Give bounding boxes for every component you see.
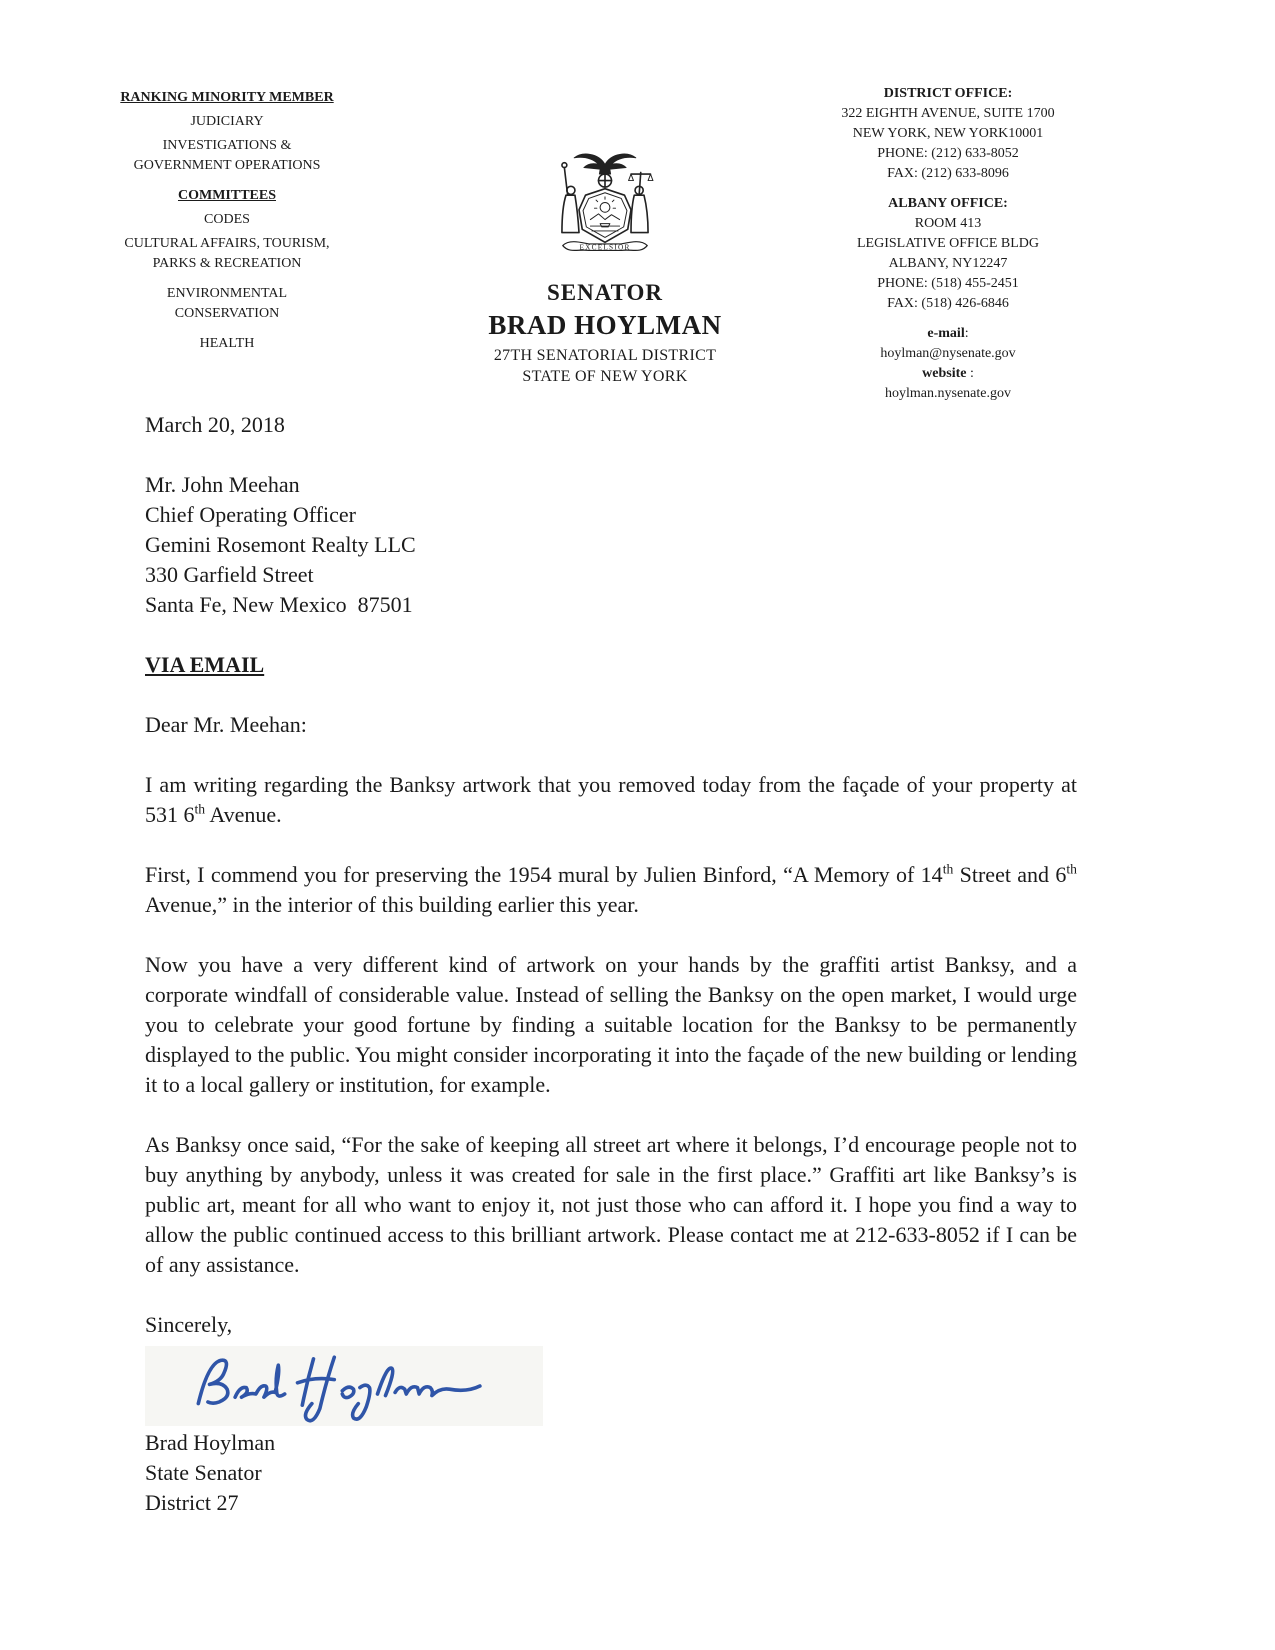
albany-office-line: PHONE: (518) 455-2451 <box>877 276 1019 291</box>
albany-office-line: ALBANY, NY12247 <box>888 256 1008 271</box>
signer-block <box>145 1428 1077 1518</box>
committee-item-judiciary: JUDICIARY <box>190 114 264 129</box>
senator-name: BRAD HOYLMAN <box>488 310 722 340</box>
signer-name: Brad Hoylman <box>145 1430 276 1455</box>
salutation: Dear Mr. Meehan: <box>145 712 307 737</box>
email-label: e-mail: <box>927 326 969 341</box>
district-office-line: 322 EIGHTH AVENUE, SUITE 1700 <box>841 106 1055 121</box>
district-office-heading: DISTRICT OFFICE: <box>883 86 1013 101</box>
recipient-name: Mr. John Meehan <box>145 472 300 497</box>
committee-item-investigations: INVESTIGATIONS & GOVERNMENT OPERATIONS <box>133 138 321 173</box>
recipient-address-block <box>145 470 1077 620</box>
state-name: STATE OF NEW YORK <box>522 368 688 385</box>
eagle-icon <box>574 154 636 174</box>
paragraph-4: As Banksy once said, “For the sake of keeping all street art where it belongs, I’d encourage people not to buy anything by anybody, unless it was created for sale in the first place.” Graffiti art like Banksy’s is public art, meant for all who want to enjoy it, not just those who can afford it. I hope you find a way to allow the public continued access to this brilliant artwork. Please contact me at 212-633-8052 if I can be of any assistance. <box>145 1132 1077 1277</box>
committees-heading: COMMITTEES <box>177 188 276 203</box>
paragraph-1: I am writing regarding the Banksy artwork that you removed today from the façade of your property at 531 6th Avenue. <box>145 772 1077 827</box>
signer-district: District 27 <box>145 1490 239 1515</box>
ranking-minority-member-heading: RANKING MINORITY MEMBER <box>120 90 334 105</box>
recipient-company: Gemini Rosemont Realty LLC <box>145 532 416 557</box>
recipient-city-state-zip: Santa Fe, New Mexico 87501 <box>145 592 413 617</box>
district-office-line: FAX: (212) 633-8096 <box>887 166 1009 181</box>
seal-motto-text: EXCELSIOR <box>579 242 631 252</box>
signature-area <box>145 1344 1077 1428</box>
paragraph-3: Now you have a very different kind of artwork on your hands by the graffiti artist Banksy, and a corporate windfall of considerable value. Instead of selling the Banksy on the open market, I would urge you to celebrate your good fortune by finding a suitable location for the Banksy to be permanently displayed to the public. You might consider incorporating it into the façade of the new building or lending it to a local gallery or institution, for example. <box>145 952 1077 1097</box>
via-email-label: VIA EMAIL <box>145 652 265 677</box>
committee-item-environmental: ENVIRONMENTAL CONSERVATION <box>166 286 288 321</box>
website-label: website : <box>922 366 974 381</box>
letterhead-right-column <box>795 84 1101 404</box>
closing: Sincerely, <box>145 1312 233 1337</box>
district-office-line: NEW YORK, NEW YORK10001 <box>852 126 1044 141</box>
email-address: hoylman@nysenate.gov <box>880 346 1016 361</box>
recipient-street: 330 Garfield Street <box>145 562 314 587</box>
letter-body <box>145 410 1077 1518</box>
senatorial-district: 27TH SENATORIAL DISTRICT <box>493 347 717 364</box>
website-url: hoylman.nysenate.gov <box>885 386 1011 401</box>
letterhead-left-column <box>118 88 336 354</box>
signature-image <box>147 1346 532 1426</box>
albany-office-line: ROOM 413 <box>914 216 982 231</box>
albany-office-heading: ALBANY OFFICE: <box>888 196 1008 211</box>
letterhead-center-column <box>465 148 745 386</box>
signer-title: State Senator <box>145 1460 262 1485</box>
paragraph-2: First, I commend you for preserving the 1954 mural by Julien Binford, “A Memory of 14th Street and 6th Avenue,” in the interior of this building earlier this year. <box>145 861 1077 917</box>
committee-item-codes: CODES <box>204 212 250 227</box>
committee-item-cultural-affairs: CULTURAL AFFAIRS, TOURISM, PARKS & RECREATION <box>124 236 330 271</box>
new-york-state-seal-icon <box>540 148 670 270</box>
albany-office-line: LEGISLATIVE OFFICE BLDG <box>857 236 1039 251</box>
senator-title: SENATOR <box>546 280 664 305</box>
letter-date: March 20, 2018 <box>145 412 285 437</box>
recipient-title: Chief Operating Officer <box>145 502 356 527</box>
district-office-line: PHONE: (212) 633-8052 <box>877 146 1019 161</box>
committee-item-health: HEALTH <box>199 336 255 351</box>
albany-office-line: FAX: (518) 426-6846 <box>887 296 1009 311</box>
